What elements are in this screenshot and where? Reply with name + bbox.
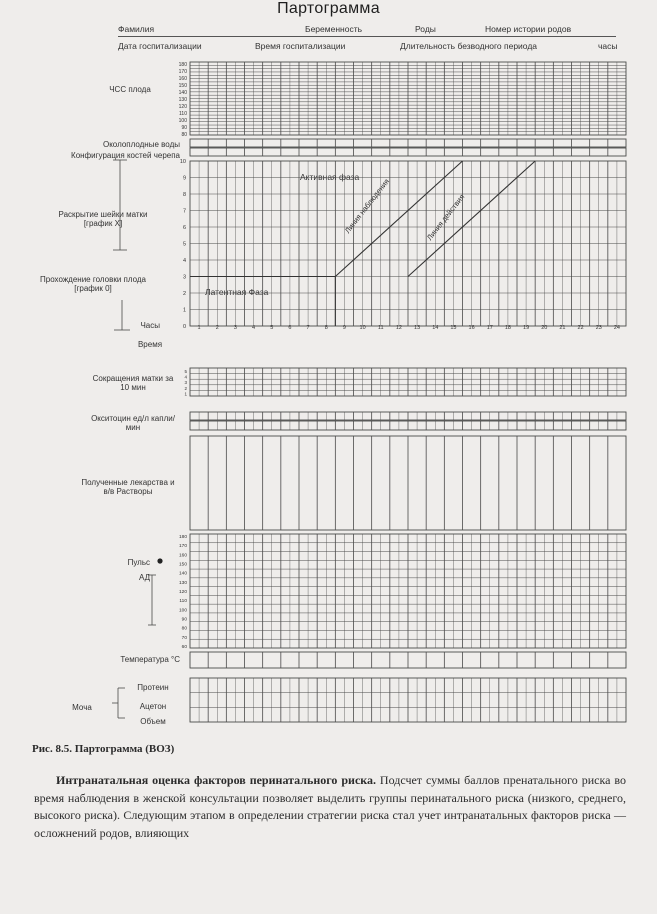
label-skull: Конфигурация костей черепа (71, 151, 180, 160)
cm-tick: 4 (182, 258, 186, 264)
hour-tick: 10 (359, 325, 366, 331)
hour-tick: 15 (450, 325, 457, 331)
pulse-tick: 80 (181, 626, 187, 632)
contraction-tick: 4 (184, 374, 187, 380)
hour-tick: 13 (414, 325, 421, 331)
hour-tick: 14 (432, 325, 439, 331)
figure-caption: Рис. 8.5. Партограмма (ВОЗ) (32, 743, 175, 755)
cm-tick: 2 (182, 291, 186, 297)
fhr-tick: 80 (181, 132, 187, 138)
header-pregnancy: Беременность (305, 24, 363, 34)
contraction-tick: 5 (184, 369, 187, 374)
pulse-tick: 170 (178, 544, 187, 550)
contraction-tick: 1 (184, 391, 187, 397)
fhr-tick: 180 (178, 62, 187, 68)
hour-tick: 19 (523, 325, 530, 331)
hour-tick: 7 (306, 325, 310, 331)
pulse-tick: 180 (178, 535, 187, 540)
header-anhydrous-period: Длительность безводного периода (400, 41, 538, 51)
contraction-tick: 2 (184, 385, 187, 391)
label-pulse: Пульс (127, 558, 150, 567)
fhr-tick: 130 (178, 97, 187, 103)
label-dilation: Раскрытие шейки матки [график X] (58, 210, 148, 229)
pulse-tick: 60 (181, 645, 187, 650)
label-amniotic: Околоплодные воды (102, 140, 180, 149)
cm-tick: 0 (182, 324, 186, 330)
fhr-tick: 140 (178, 90, 187, 96)
cm-tick: 8 (182, 192, 186, 198)
label-drugs: Полученные лекарства и в/в Растворы (81, 478, 175, 497)
label-urine-volume: Объем (140, 717, 166, 726)
header-hours: часы (598, 41, 618, 51)
pulse-tick: 140 (178, 571, 187, 577)
header-births: Роды (415, 24, 436, 34)
hour-tick: 9 (342, 325, 346, 331)
pulse-tick: 110 (179, 599, 187, 605)
label-urine-acetone: Ацетон (139, 702, 167, 711)
label-hours: Часы (140, 321, 160, 330)
hour-tick: 22 (577, 325, 584, 331)
label-temperature: Температура °С (120, 655, 180, 664)
fhr-tick: 110 (179, 111, 187, 117)
label-oxytocin: Окситоцин ед/л капли/мин (91, 414, 175, 433)
pulse-tick: 100 (178, 608, 187, 614)
fhr-tick: 160 (178, 76, 187, 82)
fhr-tick: 120 (178, 104, 187, 110)
cm-tick: 6 (182, 225, 186, 231)
label-urine: Моча (72, 703, 92, 712)
pulse-tick: 70 (181, 635, 187, 641)
fhr-tick: 170 (178, 69, 187, 75)
cm-tick: 10 (179, 159, 186, 165)
pulse-tick: 160 (178, 553, 187, 559)
header-admission-date: Дата госпитализации (118, 41, 202, 51)
label-urine-protein: Протеин (137, 683, 169, 692)
pulse-tick: 120 (178, 590, 187, 595)
hour-tick: 23 (595, 325, 602, 331)
paragraph-text: Подсчет суммы баллов пренатального риска во время наблюдения в женской консультации позволяет выделить группы перинатального риска (низкого, среднего, высокого риска). Следующим этапом в определении стратегии риска стал учет интранатальных факторов риска — осложнений родов, влияющих (34, 773, 626, 840)
label-fhr: ЧСС плода (109, 85, 151, 94)
pulse-tick: 130 (178, 580, 187, 586)
label-bp: АД (138, 573, 150, 582)
hour-tick: 11 (377, 325, 384, 331)
pulse-dot-icon (157, 558, 162, 563)
hour-tick: 24 (613, 325, 620, 331)
pulse-tick: 150 (178, 562, 187, 568)
header-surname: Фамилия (118, 24, 155, 34)
hour-tick: 12 (395, 325, 402, 331)
active-phase-label: Активная фаза (300, 172, 360, 182)
alert-line-label: Линия наблюдения (342, 176, 392, 235)
fhr-tick: 100 (178, 118, 187, 124)
partogram-title: Партограмма (277, 0, 380, 17)
hour-tick: 17 (486, 325, 493, 331)
paragraph-bold-lead: Интранатальная оценка факторов перинатального риска. (56, 773, 376, 787)
hour-tick: 4 (252, 325, 256, 331)
header-history-number: Номер истории родов (485, 24, 572, 34)
header-admission-time: Время госпитализации (255, 41, 346, 51)
label-contractions: Сокращения матки за 10 мин (92, 374, 174, 393)
pulse-tick: 90 (181, 617, 187, 623)
hour-tick: 8 (324, 325, 328, 331)
hour-tick: 5 (270, 325, 274, 331)
label-time: Время (137, 340, 163, 349)
label-descent: Прохождение головки плода [график 0] (40, 275, 146, 294)
hour-tick: 1 (197, 325, 201, 331)
hour-tick: 20 (541, 325, 548, 331)
contraction-tick: 3 (184, 380, 187, 386)
cm-tick: 1 (182, 307, 186, 314)
hour-tick: 16 (468, 325, 475, 331)
body-paragraph (34, 772, 626, 842)
hour-tick: 21 (559, 325, 566, 331)
action-line-label: Линия действия (424, 192, 467, 242)
hour-tick: 3 (233, 325, 237, 331)
cm-tick: 5 (182, 241, 186, 248)
fhr-tick: 90 (181, 125, 187, 131)
latent-phase-label: Латентная Фаза (205, 287, 269, 297)
cm-tick: 7 (182, 208, 186, 215)
cm-tick: 9 (182, 175, 186, 182)
hour-tick: 6 (288, 325, 292, 331)
hour-tick: 18 (504, 325, 511, 331)
hour-tick: 2 (215, 325, 219, 331)
cm-tick: 3 (182, 274, 186, 281)
fhr-tick: 150 (178, 83, 187, 89)
